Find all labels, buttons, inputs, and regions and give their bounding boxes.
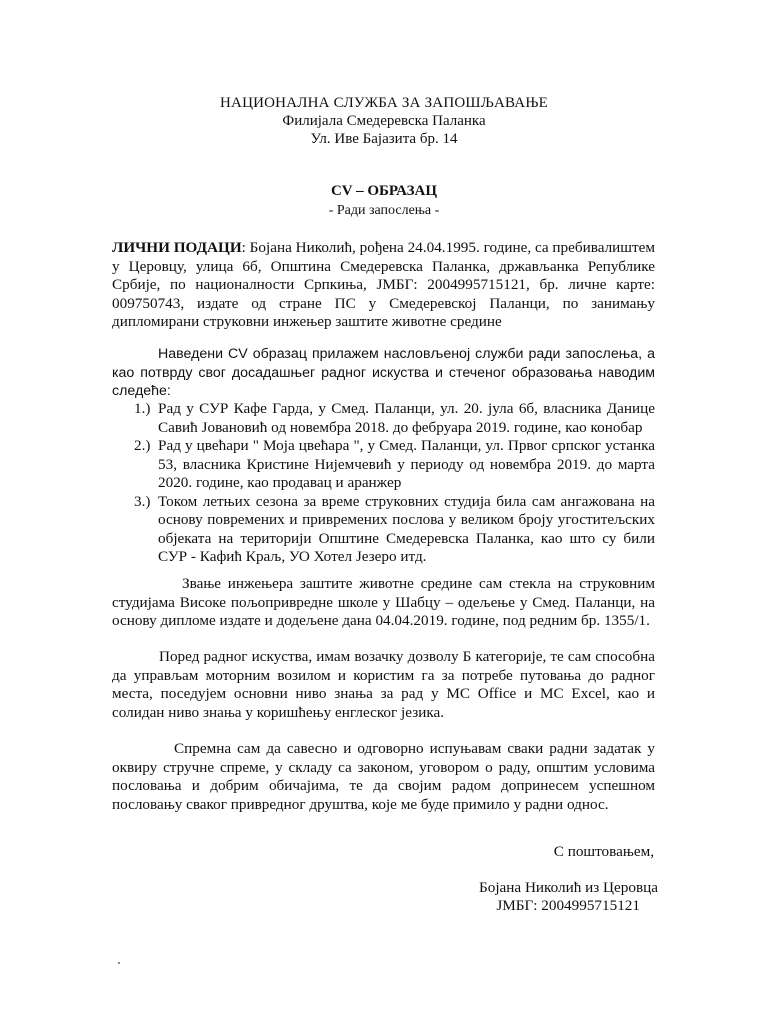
address-line: Ул. Иве Бајазита бр. 14: [310, 131, 458, 147]
list-item-text: Рад у цвећари " Моја цвећара ", у Смед. Паланци, ул. Првог српског устанка 53, власника Кристине Нијемчевић у периоду од новембра 2019. до марта 2020. године, као продавац и аранжер: [158, 437, 655, 491]
list-item-text: Током летњих сезона за време струковних студија била сам ангажована на основу повремених и привремених послова у великом броју угоститељских објеката на територији Општине Смедеревска Паланка, као што су били СУР - Кафић Краљ, УО Хотел Језеро итд.: [158, 492, 655, 565]
list-item-number: 1.): [134, 400, 151, 417]
list-item: [112, 437, 655, 493]
institution-heading: НАЦИОНАЛНА СЛУЖБА ЗА ЗАПОШЉАВАЊЕ: [220, 95, 548, 111]
education-paragraph: Звање инжењера заштите животне средине сам стекла на струковним студијама Високе пољопривредне школе у Шабцу – одељење у Смед. Паланци, на основу дипломе издате и додељене дана 04.04.2019. године, под редним бр. 1355/1.: [112, 575, 655, 629]
personal-data-label: ЛИЧНИ ПОДАЦИ: [112, 239, 242, 256]
signature-id-number: ЈМБГ: 2004995715121: [496, 897, 640, 914]
list-item-number: 2.): [134, 437, 151, 454]
page-mark: [118, 962, 120, 964]
list-item-text: Рад у СУР Кафе Гарда, у Смед. Паланци, ул. 20. јула 6б, власника Данице Савић Јовановић од новембра 2018. до фебруара 2019. године, као конобар: [158, 400, 655, 436]
list-item: [112, 400, 655, 437]
personal-data-paragraph: [112, 239, 655, 332]
closing-greeting: С поштовањем,: [553, 843, 654, 860]
list-item: [112, 493, 655, 567]
readiness-paragraph: Спремна сам да савесно и одговорно испуњавам сваки радни задатак у оквиру стручне спреме, у складу са законом, уговором о раду, општим условима пословања и добрим обичајима, те да својим радом допринесем успешном пословању сваког привредног друштва, које ме буде примило у радни однос.: [112, 740, 655, 813]
personal-data-text: : Бојана Николић, рођена 24.04.1995. године, са пребивалиштем у Церовцу, улица 6б, Општина Смедеревска Паланка, држављанка Републике Србије, по националности Српкиња, ЈМБГ: 2004995715121, бр. личне карте: 009750743, издате од стране ПС у Смедеревској Паланци, по занимању дипломирани струковни инжењер заштите животне средине: [112, 239, 655, 330]
document-title: CV – ОБРАЗАЦ: [330, 183, 438, 199]
branch-line: Филијала Смедеревска Паланка: [282, 113, 486, 129]
intro-paragraph: Наведени CV образац прилажем насловљеној служби ради запослења, а као потврду свог досадашњег радног искуства и стеченог образовања наводим следеће:: [112, 346, 655, 399]
list-item-number: 3.): [134, 492, 151, 510]
signature-name: Бојана Николић из Церовца: [479, 879, 658, 896]
document-subtitle: - Ради запослења -: [328, 203, 440, 218]
skills-paragraph: Поред радног искуства, имам возачку дозволу Б категорије, те сам способна да управљам моторним возилом и користим га за потребе путовања до радног места, поседујем основни ниво знања за рад у MC Office и MC Excel, као и солидан ниво знања у коришћењу енглеског језика.: [112, 648, 655, 721]
experience-list: [112, 400, 655, 567]
